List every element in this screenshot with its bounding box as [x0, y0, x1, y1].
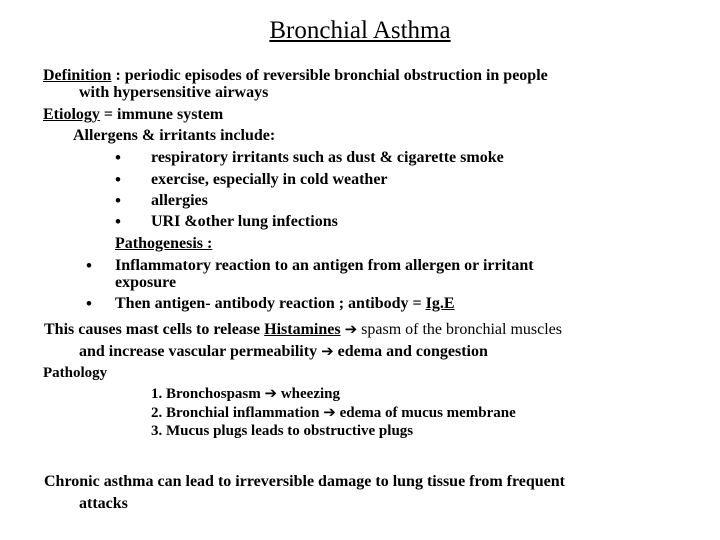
permeability-post: edema and congestion [333, 343, 488, 360]
definition-line-2: with hypersensitive airways [79, 84, 269, 101]
histamines-text: Histamines [264, 321, 341, 338]
pathology-item-2-pre: 2. Bronchial inflammation [151, 405, 324, 421]
bullet-icon: • [115, 170, 121, 189]
permeability-line [79, 342, 488, 361]
title-text: Bronchial Asthma [269, 17, 451, 44]
mast-cells-pre: This causes mast cells to release [44, 321, 265, 338]
pathology-label: Pathology [43, 365, 108, 381]
pathogenesis-bullet-1: Inflammatory reaction to an antigen from allergen or irritant [115, 257, 534, 274]
etiology-line [43, 106, 223, 124]
list-item: allergies [151, 192, 208, 209]
pathology-item-1-pre: 1. Bronchospasm [151, 386, 265, 402]
pathogenesis-bullet-2 [115, 295, 455, 313]
list-item: URI &other lung infections [151, 213, 338, 230]
pathology-item-1-post: wheezing [277, 386, 340, 402]
bullet-icon: • [115, 148, 121, 167]
etiology-text: = immune system [99, 106, 224, 123]
arrow-right-icon: ➔ [264, 384, 278, 402]
definition-label: Definition [43, 67, 112, 84]
mast-cells-line [44, 320, 562, 339]
ige-text: Ig.E [425, 295, 455, 312]
pathology-item-2 [151, 403, 516, 422]
permeability-pre: and increase vascular permeability [79, 343, 322, 360]
pathogenesis-bullet-1-cont: exposure [115, 274, 177, 291]
list-item: respiratory irritants such as dust & cigarette smoke [151, 149, 504, 166]
bullet-icon: • [86, 294, 92, 313]
pathology-item-2-post: edema of mucus membrane [335, 405, 516, 421]
definition-line [43, 67, 548, 85]
pathology-item-1 [151, 384, 340, 403]
list-item: exercise, especially in cold weather [151, 171, 388, 188]
chronic-line-2: attacks [79, 495, 128, 512]
arrow-right-icon: ➔ [321, 342, 334, 360]
etiology-label: Etiology [43, 106, 100, 123]
definition-text: : periodic episodes of reversible bronchial obstruction in people [111, 67, 548, 84]
page-title [0, 17, 720, 45]
pathogenesis-label: Pathogenesis : [115, 235, 213, 252]
antibody-text: Then antigen- antibody reaction ; antibody = [115, 295, 426, 312]
allergens-intro: Allergens & irritants include: [73, 127, 276, 144]
mast-cells-post: spasm of the bronchial muscles [357, 321, 562, 338]
bullet-icon: • [115, 191, 121, 210]
bullet-icon: • [86, 256, 92, 275]
pathology-item-3: 3. Mucus plugs leads to obstructive plugs [151, 423, 414, 439]
chronic-line-1: Chronic asthma can lead to irreversible damage to lung tissue from frequent [44, 473, 566, 490]
arrow-right-icon: ➔ [344, 320, 358, 338]
bullet-icon: • [115, 212, 121, 231]
arrow-right-icon: ➔ [323, 403, 336, 421]
